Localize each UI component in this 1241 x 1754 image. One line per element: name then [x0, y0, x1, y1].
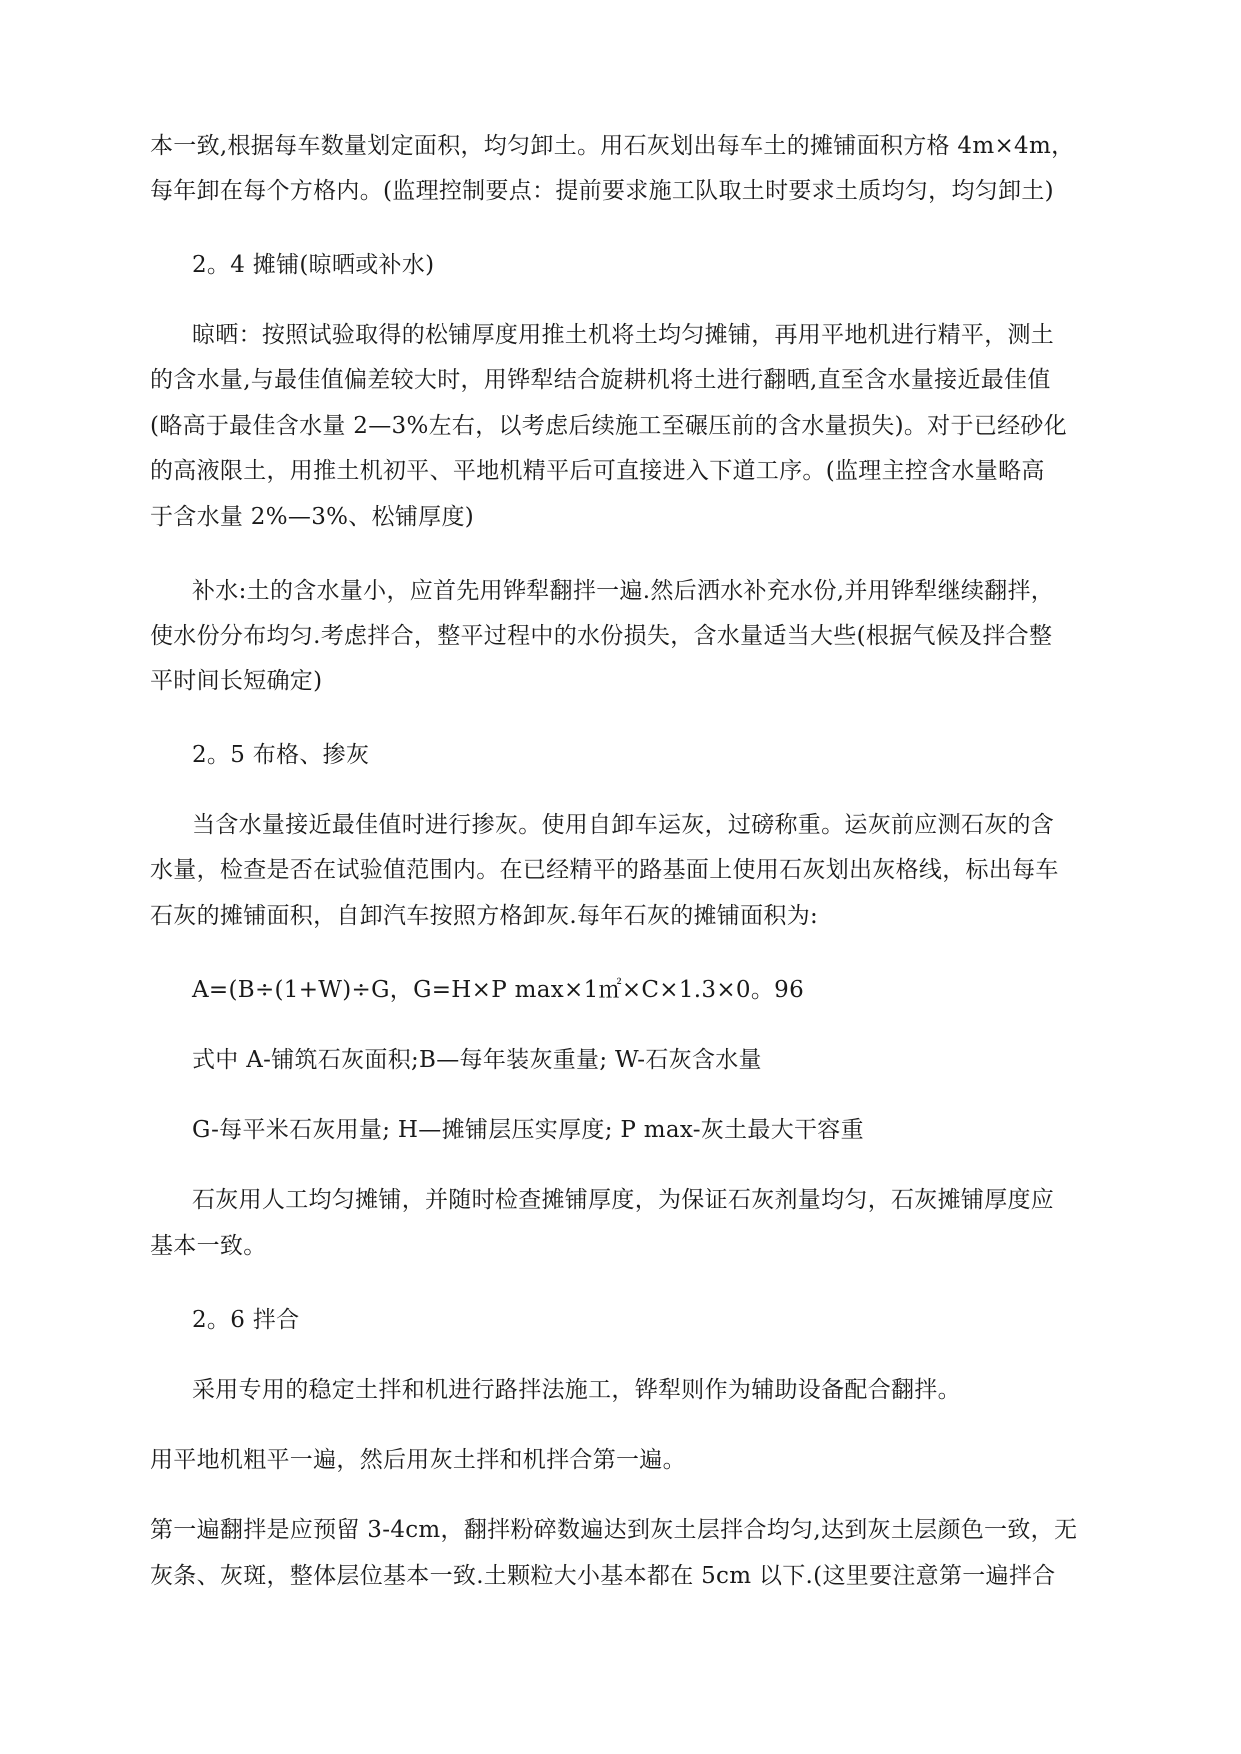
- text-line: 水量，检查是否在试验值范围内。在已经精平的路基面上使用石灰划出灰格线，标出每车: [150, 857, 1059, 883]
- text-line: 于含水量 2%—3%、松铺厚度): [150, 504, 475, 530]
- text-line: 第一遍翻拌是应预留 3-4cm，翻拌粉碎数遍达到灰土层拌合均匀,达到灰土层颜色一致，无: [150, 1517, 1078, 1543]
- formula-legend: 式中 A-铺筑石灰面积;B—每年装灰重量; W-石灰含水量: [192, 1047, 762, 1073]
- text-line: 本一致,根据每车数量划定面积，均匀卸土。用石灰划出每车土的摊铺面积方格 4m×4m，: [150, 133, 1075, 159]
- text-line: 的含水量,与最佳值偏差较大时，用铧犁结合旋耕机将土进行翻晒,直至含水量接近最佳值: [150, 367, 1051, 393]
- text-line: 当含水量接近最佳值时进行掺灰。使用自卸车运灰，过磅称重。运灰前应测石灰的含: [192, 812, 1055, 838]
- formula-line: A=(B÷(1+W)÷G，G=H×P max×1㎡×C×1.3×0。96: [192, 977, 805, 1003]
- section-heading: 2。4 摊铺(晾晒或补水): [192, 252, 435, 278]
- section-heading: 2。6 拌合: [192, 1307, 300, 1333]
- text-line: 用平地机粗平一遍，然后用灰土拌和机拌合第一遍。: [150, 1447, 686, 1473]
- text-line: 石灰的摊铺面积，自卸汽车按照方格卸灰.每年石灰的摊铺面积为:: [150, 903, 819, 929]
- text-line: 晾晒：按照试验取得的松铺厚度用推土机将土均匀摊铺，再用平地机进行精平，测土: [192, 322, 1055, 348]
- text-line: 平时间长短确定): [150, 668, 323, 694]
- text-line: 灰条、灰斑，整体层位基本一致.土颗粒大小基本都在 5cm 以下.(这里要注意第一遍拌合: [150, 1563, 1056, 1589]
- formula-legend: G-每平米石灰用量; H—摊铺层压实厚度; P max-灰土最大干容重: [192, 1117, 864, 1143]
- text-line: 每年卸在每个方格内。(监理控制要点：提前要求施工队取土时要求土质均匀，均匀卸土): [150, 178, 1054, 204]
- text-line: 采用专用的稳定土拌和机进行路拌法施工，铧犁则作为辅助设备配合翻拌。: [192, 1377, 961, 1403]
- text-line: (略高于最佳含水量 2—3%左右，以考虑后续施工至碾压前的含水量损失)。对于已经砂化: [150, 413, 1067, 439]
- text-line: 补水:土的含水量小，应首先用铧犁翻拌一遍.然后洒水补充水份,并用铧犁继续翻拌，: [192, 578, 1055, 604]
- text-line: 基本一致。: [150, 1233, 267, 1259]
- text-line: 使水份分布均匀.考虑拌合，整平过程中的水份损失，含水量适当大些(根据气候及拌合整: [150, 623, 1053, 649]
- section-heading: 2。5 布格、掺灰: [192, 742, 370, 768]
- text-line: 石灰用人工均匀摊铺，并随时检查摊铺厚度，为保证石灰剂量均匀，石灰摊铺厚度应: [192, 1187, 1055, 1213]
- text-line: 的高液限土，用推土机初平、平地机精平后可直接进入下道工序。(监理主控含水量略高: [150, 458, 1045, 484]
